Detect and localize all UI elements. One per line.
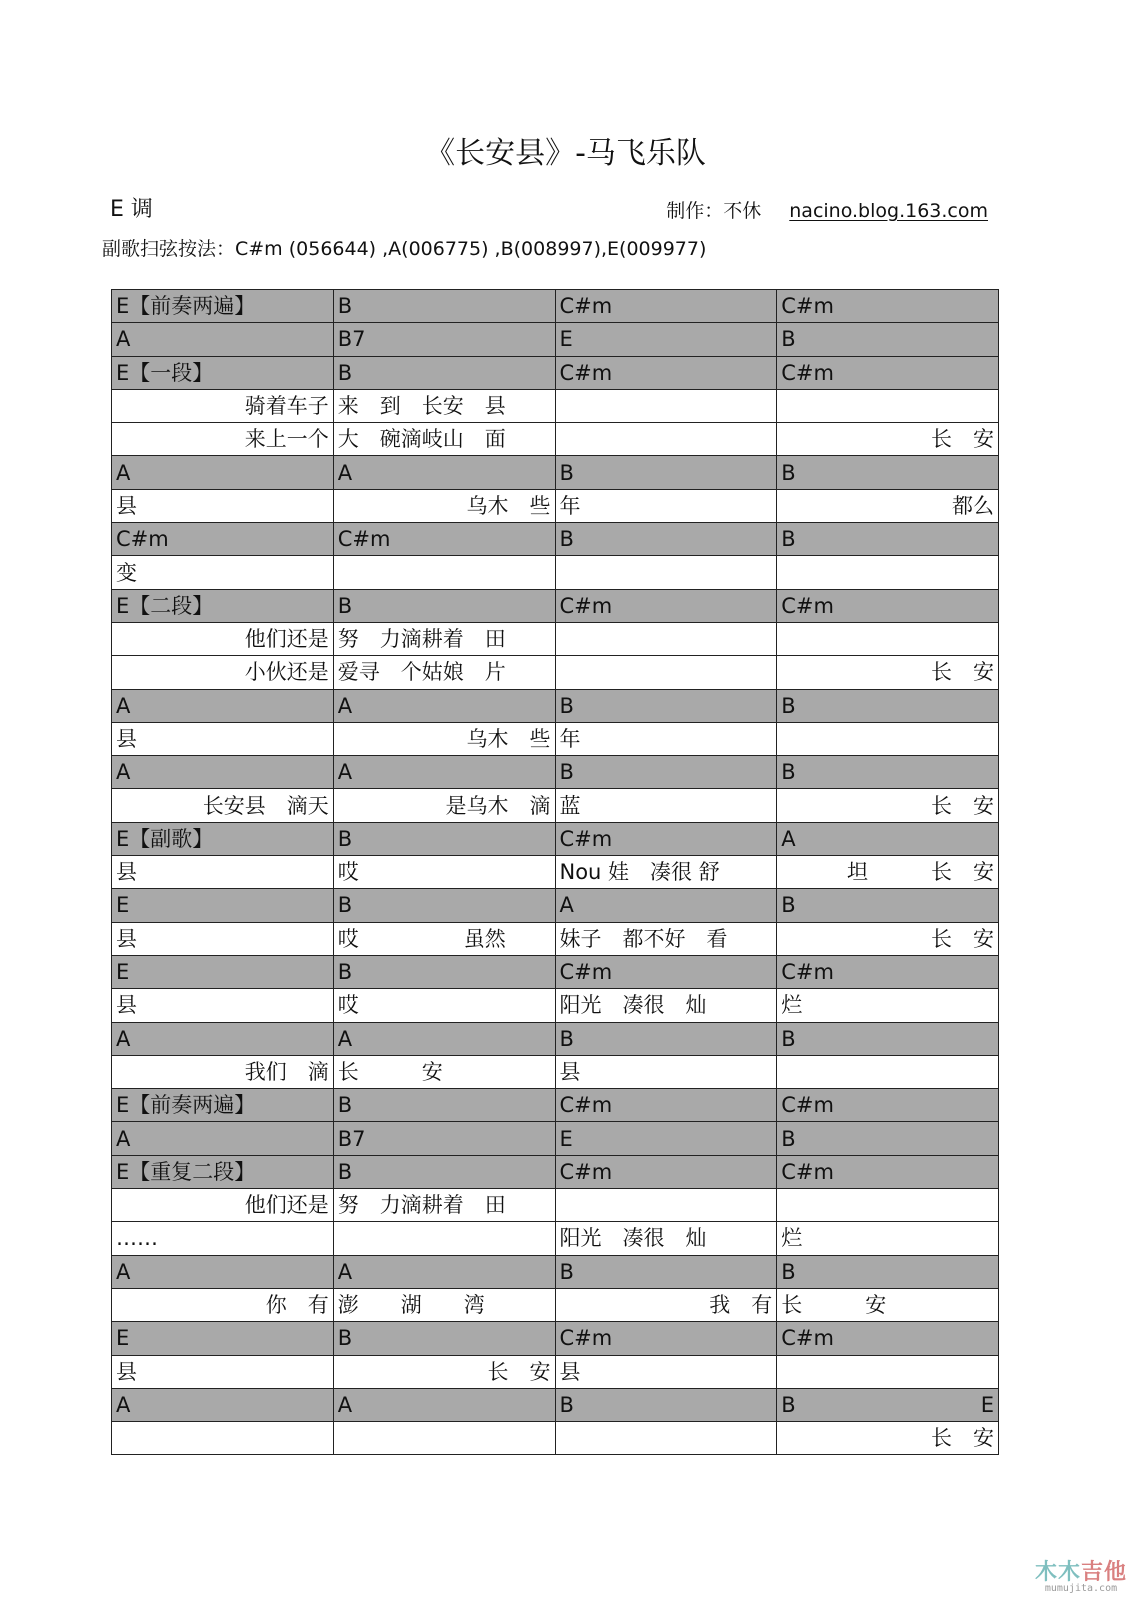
- chord-cell: E【重复二段】: [112, 1155, 334, 1188]
- lyric-cell: [777, 389, 999, 422]
- chord-cell: C#m: [777, 1322, 999, 1355]
- chord-cell: C#m: [555, 1155, 777, 1188]
- chord-cell: B: [333, 822, 555, 855]
- song-title: 《长安县》-马飞乐队: [425, 136, 706, 171]
- chord-cell: B: [555, 523, 777, 556]
- lyric-cell: [333, 556, 555, 589]
- lyric-cell: 长 安: [777, 656, 999, 689]
- chord-cell: A: [555, 889, 777, 922]
- chord-cell: A: [333, 1022, 555, 1055]
- lyric-row: [112, 656, 999, 689]
- chord-cell: E: [112, 889, 334, 922]
- lyric-row: [112, 1055, 999, 1088]
- lyric-cell: 妹子 都不好 看: [555, 922, 777, 955]
- chord-cell: E: [555, 323, 777, 356]
- lyric-cell: [555, 423, 777, 456]
- chord-cell: B: [333, 1155, 555, 1188]
- chord-cell: B: [555, 689, 777, 722]
- chord-cell: E【一段】: [112, 356, 334, 389]
- chord-cell: A: [112, 456, 334, 489]
- lyric-cell: 县: [555, 1355, 777, 1388]
- chord-row: [112, 689, 999, 722]
- lyric-cell: 爱寻 个姑娘 片: [333, 656, 555, 689]
- chord-cell: C#m: [777, 356, 999, 389]
- lyric-cell: [777, 1355, 999, 1388]
- lyric-cell: Nou 娃 凑很 舒: [555, 856, 777, 889]
- chord-cell: E: [555, 1122, 777, 1155]
- chord-cell: B: [555, 456, 777, 489]
- lyric-row: [112, 622, 999, 655]
- chord-cell: E【副歌】: [112, 822, 334, 855]
- chord-cell: C#m: [777, 290, 999, 323]
- lyric-cell: 坦 长 安: [777, 856, 999, 889]
- lyric-cell: [777, 722, 999, 755]
- blog-link[interactable]: nacino.blog.163.com: [789, 200, 988, 222]
- lyric-cell: 努 力滴耕着 田: [333, 622, 555, 655]
- chord-row: [112, 1255, 999, 1288]
- lyric-cell: 是乌木 滴: [333, 789, 555, 822]
- lyric-cell: 变: [112, 556, 334, 589]
- chord-row: [112, 822, 999, 855]
- chord-cell: A: [112, 1388, 334, 1421]
- chord-cell: B: [333, 1322, 555, 1355]
- lyric-cell: 哎 虽然: [333, 922, 555, 955]
- chord-cell: B: [555, 756, 777, 789]
- lyric-row: [112, 1355, 999, 1388]
- chord-cell: B: [333, 1089, 555, 1122]
- lyric-cell: 来 到 长安 县: [333, 389, 555, 422]
- chord-cell: A: [112, 689, 334, 722]
- lyric-cell: 我们 滴: [112, 1055, 334, 1088]
- watermark-logo: [1035, 1562, 1127, 1594]
- chord-row: [112, 1388, 999, 1421]
- lyric-cell: 来上一个: [112, 423, 334, 456]
- credit-line: [666, 196, 988, 223]
- lyric-cell: [333, 1222, 555, 1255]
- chord-label: E: [980, 1392, 994, 1417]
- lyric-cell: [777, 1055, 999, 1088]
- watermark-cn-a: 木木: [1034, 1560, 1081, 1585]
- chord-cell: C#m: [777, 1089, 999, 1122]
- chord-row: [112, 1122, 999, 1155]
- lyric-cell: 蓝: [555, 789, 777, 822]
- chord-cell: B: [555, 1255, 777, 1288]
- lyric-cell: [555, 622, 777, 655]
- chord-cell: A: [333, 1388, 555, 1421]
- lyric-row: [112, 1288, 999, 1321]
- lyric-cell: [555, 1189, 777, 1222]
- lyric-cell: [555, 389, 777, 422]
- chord-cell: B: [777, 523, 999, 556]
- chord-cell: C#m: [555, 290, 777, 323]
- lyric-row: [112, 1189, 999, 1222]
- lyric-cell: 县: [112, 722, 334, 755]
- chord-cell: B: [777, 1022, 999, 1055]
- lyric-cell: 努 力滴耕着 田: [333, 1189, 555, 1222]
- chord-cell: B: [777, 1255, 999, 1288]
- lyric-row: [112, 789, 999, 822]
- chord-cell: B7: [333, 323, 555, 356]
- chord-cell: C#m: [777, 589, 999, 622]
- lyric-row: [112, 489, 999, 522]
- lyric-cell: 长 安: [333, 1055, 555, 1088]
- lyric-cell: ……: [112, 1222, 334, 1255]
- lyric-cell: [333, 1422, 555, 1455]
- chord-row: [112, 589, 999, 622]
- chord-cell: A: [333, 756, 555, 789]
- chord-cell: C#m: [555, 1322, 777, 1355]
- lyric-cell: 乌木 些: [333, 489, 555, 522]
- lyric-row: [112, 922, 999, 955]
- lyric-cell: 乌木 些: [333, 722, 555, 755]
- watermark-domain: mumujita.com: [1044, 1583, 1118, 1594]
- chord-cell: B: [555, 1388, 777, 1421]
- chord-row: [112, 323, 999, 356]
- chord-cell: B: [555, 1022, 777, 1055]
- lyric-cell: 长 安: [777, 922, 999, 955]
- chord-row: [112, 456, 999, 489]
- lyric-cell: 年: [555, 489, 777, 522]
- chord-cell: C#m: [112, 523, 334, 556]
- chord-cell: E: [112, 955, 334, 988]
- chord-cell: [777, 1388, 999, 1421]
- lyric-cell: 长 安: [777, 1288, 999, 1321]
- chord-row: [112, 955, 999, 988]
- chord-row: [112, 756, 999, 789]
- chord-cell: B: [777, 756, 999, 789]
- author-label: 制作：不休: [666, 200, 762, 222]
- chord-row: [112, 1155, 999, 1188]
- chord-cell: B: [777, 1122, 999, 1155]
- lyric-cell: 县: [555, 1055, 777, 1088]
- lyric-cell: 你 有: [112, 1288, 334, 1321]
- lyric-cell: 长 安: [333, 1355, 555, 1388]
- lyric-row: [112, 856, 999, 889]
- lyric-cell: 年: [555, 722, 777, 755]
- chord-cell: C#m: [555, 822, 777, 855]
- watermark-cn-b: 吉他: [1080, 1560, 1127, 1585]
- chord-cell: E【前奏两遍】: [112, 290, 334, 323]
- chord-cell: E【前奏两遍】: [112, 1089, 334, 1122]
- chord-cell: C#m: [777, 1155, 999, 1188]
- chord-row: [112, 1022, 999, 1055]
- lyric-cell: 哎: [333, 989, 555, 1022]
- chord-cell: B: [333, 290, 555, 323]
- lyric-cell: 骑着车子: [112, 389, 334, 422]
- lyric-row: [112, 989, 999, 1022]
- chord-cell: A: [112, 1022, 334, 1055]
- lyric-cell: [777, 556, 999, 589]
- lyric-cell: 长 安: [777, 423, 999, 456]
- lyric-cell: [777, 1189, 999, 1222]
- lyric-row: [112, 556, 999, 589]
- lyric-cell: 澎 湖 湾: [333, 1288, 555, 1321]
- lyric-row: [112, 389, 999, 422]
- chord-cell: E: [112, 1322, 334, 1355]
- lyric-cell: 他们还是: [112, 622, 334, 655]
- chord-cell: C#m: [555, 955, 777, 988]
- lyric-cell: 都么: [777, 489, 999, 522]
- chord-row: [112, 889, 999, 922]
- lyric-cell: 县: [112, 989, 334, 1022]
- chord-cell: A: [333, 456, 555, 489]
- song-key: E 调: [110, 197, 153, 222]
- chord-label: B: [781, 1392, 796, 1417]
- chord-cell: A: [112, 756, 334, 789]
- chord-cell: A: [112, 1255, 334, 1288]
- chord-cell: C#m: [555, 1089, 777, 1122]
- chord-cell: B: [777, 456, 999, 489]
- chord-cell: A: [777, 822, 999, 855]
- lyric-row: [112, 722, 999, 755]
- chord-cell: B: [777, 689, 999, 722]
- lyric-cell: 烂: [777, 1222, 999, 1255]
- lyric-cell: 县: [112, 856, 334, 889]
- lyric-row: [112, 1422, 999, 1455]
- lyric-cell: 县: [112, 922, 334, 955]
- chord-cell: B: [777, 323, 999, 356]
- chord-chart-table: [111, 289, 999, 1455]
- chord-row: [112, 523, 999, 556]
- chord-cell: E【二段】: [112, 589, 334, 622]
- chord-cell: B: [777, 889, 999, 922]
- chord-cell: A: [333, 1255, 555, 1288]
- chord-cell: A: [112, 1122, 334, 1155]
- lyric-cell: 烂: [777, 989, 999, 1022]
- lyric-cell: 阳光 凑很 灿: [555, 1222, 777, 1255]
- chord-cell: C#m: [555, 356, 777, 389]
- chord-cell: B: [333, 955, 555, 988]
- strum-note: 副歌扫弦按法：C#m (056644) ,A(006775) ,B(008997),E(009977): [102, 238, 707, 260]
- chord-cell: C#m: [777, 955, 999, 988]
- lyric-cell: 我 有: [555, 1288, 777, 1321]
- lyric-cell: 大 碗滴岐山 面: [333, 423, 555, 456]
- lyric-cell: 长 安: [777, 1422, 999, 1455]
- lyric-cell: 县: [112, 1355, 334, 1388]
- lyric-row: [112, 423, 999, 456]
- lyric-cell: [777, 622, 999, 655]
- lyric-cell: [555, 556, 777, 589]
- lyric-cell: 他们还是: [112, 1189, 334, 1222]
- lyric-cell: [555, 1422, 777, 1455]
- chord-cell: A: [333, 689, 555, 722]
- lyric-cell: 小伙还是: [112, 656, 334, 689]
- chord-cell: C#m: [555, 589, 777, 622]
- chord-row: [112, 356, 999, 389]
- chord-cell: B: [333, 889, 555, 922]
- lyric-cell: 哎: [333, 856, 555, 889]
- chord-row: [112, 1089, 999, 1122]
- lyric-cell: 长 安: [777, 789, 999, 822]
- chord-row: [112, 1322, 999, 1355]
- chord-cell: A: [112, 323, 334, 356]
- lyric-cell: 阳光 凑很 灿: [555, 989, 777, 1022]
- chord-cell: C#m: [333, 523, 555, 556]
- chord-cell: B: [333, 356, 555, 389]
- chord-row: [112, 290, 999, 323]
- chord-cell: B: [333, 589, 555, 622]
- chord-cell: B7: [333, 1122, 555, 1155]
- lyric-row: [112, 1222, 999, 1255]
- lyric-cell: 县: [112, 489, 334, 522]
- lyric-cell: [112, 1422, 334, 1455]
- lyric-cell: [555, 656, 777, 689]
- lyric-cell: 长安县 滴天: [112, 789, 334, 822]
